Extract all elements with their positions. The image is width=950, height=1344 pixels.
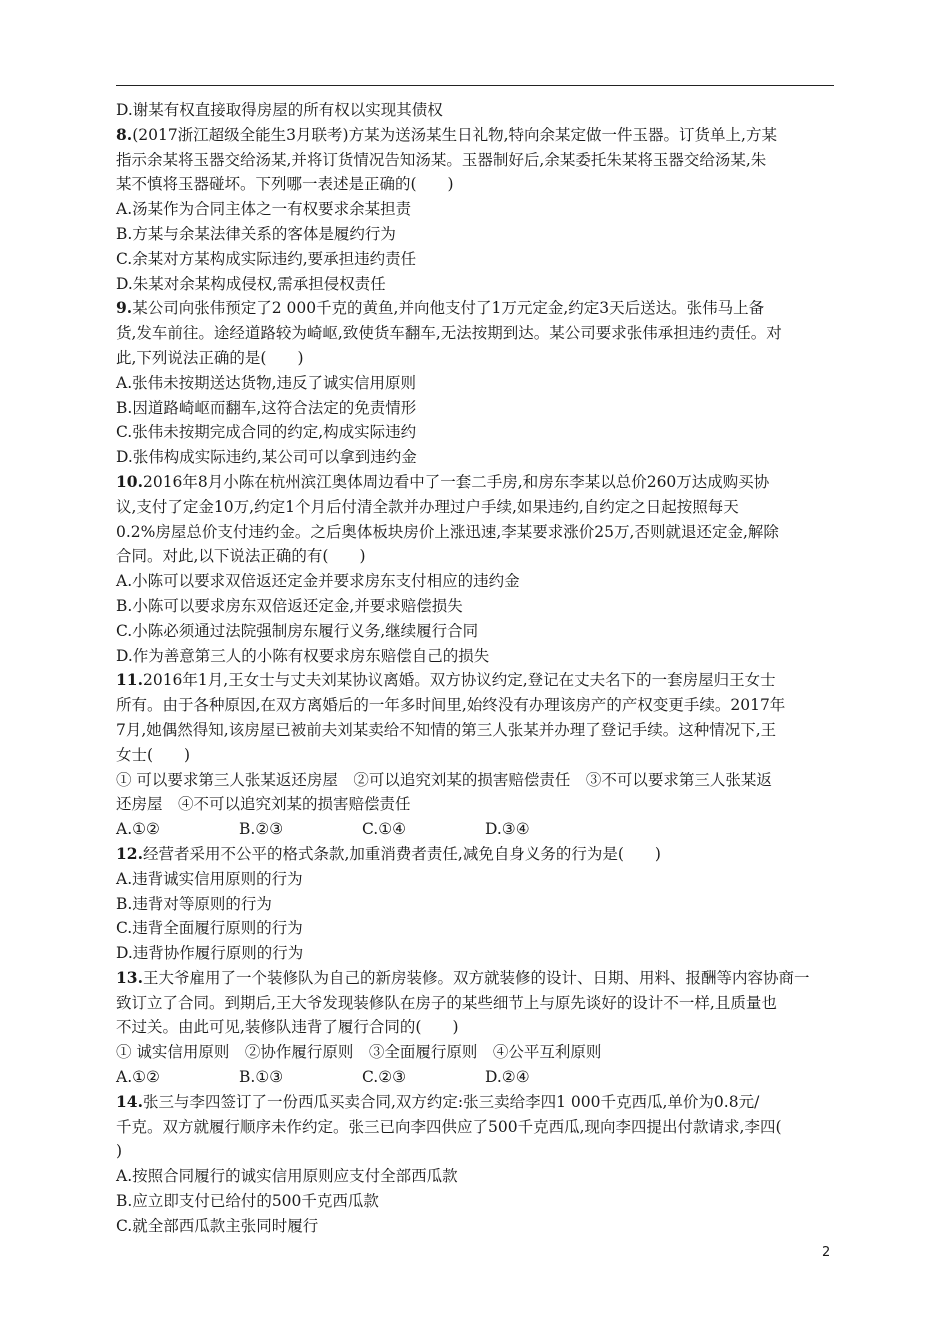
option-c: C.小陈必须通过法院强制房东履行义务,继续履行合同 xyxy=(116,621,479,640)
question-stem: 某公司向张伟预定了2 000千克的黄鱼,并向他支付了1万元定金,约定3天后送达。张伟马上备 xyxy=(132,299,765,318)
question-number: 9. xyxy=(116,298,133,318)
choice-d: D.③④ xyxy=(485,820,530,839)
option-c: C.张伟未按期完成合同的约定,构成实际违约 xyxy=(116,423,417,442)
option-a: A.按照合同履行的诚实信用原则应支付全部西瓜款 xyxy=(116,1167,458,1186)
question-stem: 货,发车前往。途经道路较为崎岖,致使货车翻车,无法按期到达。某公司要求张伟承担违约责任。对 xyxy=(116,324,782,343)
choice-c: C.①④ xyxy=(362,820,407,839)
option-b: B.方某与余某法律关系的客体是履约行为 xyxy=(116,224,396,243)
option-c: C.就全部西瓜款主张同时履行 xyxy=(116,1216,319,1235)
question-number: 12. xyxy=(116,843,143,863)
question-stem: 王大爷雇用了一个装修队为自己的新房装修。双方就装修的设计、日期、用料、报酬等内容协商一 xyxy=(142,968,810,987)
option-b: B.小陈可以要求房东双倍返还定金,并要求赔偿损失 xyxy=(116,596,463,615)
question-number: 14. xyxy=(116,1091,143,1111)
option-b: B.应立即支付已给付的500千克西瓜款 xyxy=(116,1192,379,1211)
question-11 xyxy=(116,668,834,842)
question-stem: 7月,她偶然得知,该房屋已被前夫刘某卖给不知情的第三人张某并办理了登记手续。这种情况下,王 xyxy=(116,720,777,739)
question-number: 10. xyxy=(116,471,143,491)
statement-list: ① 诚实信用原则 ②协作履行原则 ③全面履行原则 ④公平互利原则 xyxy=(116,1043,602,1062)
question-12 xyxy=(116,842,834,966)
question-10 xyxy=(116,470,834,668)
question-stem: 某不慎将玉器碰坏。下列哪一表述是正确的( ) xyxy=(116,175,454,194)
question-stem: 张三与李四签订了一份西瓜买卖合同,双方约定:张三卖给李四1 000千克西瓜,单价为0.8元/ xyxy=(142,1092,760,1111)
question-14 xyxy=(116,1090,834,1239)
option-c: C.余某对方某构成实际违约,要承担违约责任 xyxy=(116,249,417,268)
choice-b: B.①③ xyxy=(239,1068,284,1087)
question-stem: 千克。双方就履行顺序未作约定。张三已向李四供应了500千克西瓜,现向李四提出付款请求,李四( xyxy=(116,1117,782,1136)
option-d: D.违背协作履行原则的行为 xyxy=(116,944,304,963)
option-a: A.汤某作为合同主体之一有权要求余某担责 xyxy=(116,200,412,219)
question-stem: 指示余某将玉器交给汤某,并将订货情况告知汤某。玉器制好后,余某委托朱某将玉器交给汤某,朱 xyxy=(116,150,767,169)
option-c: C.违背全面履行原则的行为 xyxy=(116,919,303,938)
question-stem: 此,下列说法正确的是( ) xyxy=(116,348,304,367)
question-stem: (2017浙江超级全能生3月联考)方某为送汤某生日礼物,特向余某定做一件玉器。订货单上,方某 xyxy=(132,125,777,144)
question-stem: 所有。由于各种原因,在双方离婚后的一年多时间里,始终没有办理该房产的产权变更手续。2017年 xyxy=(116,696,786,715)
option-a: A.违背诚实信用原则的行为 xyxy=(116,869,303,888)
question-stem: 经营者采用不公平的格式条款,加重消费者责任,减免自身义务的行为是( ) xyxy=(142,844,661,863)
question-9 xyxy=(116,296,834,470)
question-stem: 议,支付了定金10万,约定1个月后付清全款并办理过户手续,如果违约,自约定之日起按照每天 xyxy=(116,497,739,516)
question-number: 8. xyxy=(116,124,133,144)
option-b: B.因道路崎岖而翻车,这符合法定的免责情形 xyxy=(116,398,417,417)
question-stem: 2016年8月小陈在杭州滨江奥体周边看中了一套二手房,和房东李某以总价260万达成购买协 xyxy=(142,472,770,491)
option-d: D.张伟构成实际违约,某公司可以拿到违约金 xyxy=(116,448,417,467)
choice-d: D.②④ xyxy=(485,1068,530,1087)
choice-row xyxy=(116,817,834,842)
question-stem: 不过关。由此可见,装修队违背了履行合同的( ) xyxy=(116,1018,459,1037)
question-stem: ) xyxy=(116,1142,123,1161)
header-rule xyxy=(116,85,834,86)
choice-c: C.②③ xyxy=(362,1068,407,1087)
question-number: 11. xyxy=(116,670,143,690)
question-13 xyxy=(116,966,834,1090)
option-d: D.作为善意第三人的小陈有权要求房东赔偿自己的损失 xyxy=(116,646,490,665)
document-body xyxy=(116,98,834,1239)
question-stem: 2016年1月,王女士与丈夫刘某协议离婚。双方协议约定,登记在丈夫名下的一套房屋归王女士 xyxy=(142,671,776,690)
option-b: B.违背对等原则的行为 xyxy=(116,894,272,913)
statement-list: 还房屋 ④不可以追究刘某的损害赔偿责任 xyxy=(116,795,411,814)
option-a: A.张伟未按期送达货物,违反了诚实信用原则 xyxy=(116,373,417,392)
question-stem: 女士( ) xyxy=(116,745,191,764)
option-a: A.小陈可以要求双倍返还定金并要求房东支付相应的违约金 xyxy=(116,572,520,591)
question-stem: 合同。对此,以下说法正确的有( ) xyxy=(116,547,366,566)
choice-a: A.①② xyxy=(116,820,160,839)
prev-option-d: D.谢某有权直接取得房屋的所有权以实现其债权 xyxy=(116,101,443,119)
question-stem: 0.2%房屋总价支付违约金。之后奥体板块房价上涨迅速,李某要求涨价25万,否则就退还定金,解除 xyxy=(116,522,779,541)
choice-b: B.②③ xyxy=(239,820,284,839)
statement-list: ① 可以要求第三人张某返还房屋 ②可以追究刘某的损害赔偿责任 ③不可以要求第三人张某返 xyxy=(116,770,772,789)
question-number: 13. xyxy=(116,967,143,987)
choice-a: A.①② xyxy=(116,1068,160,1087)
question-8 xyxy=(116,123,834,297)
choice-row xyxy=(116,1065,834,1090)
option-d: D.朱某对余某构成侵权,需承担侵权责任 xyxy=(116,274,386,293)
question-stem: 致订立了合同。到期后,王大爷发现装修队在房子的某些细节上与原先谈好的设计不一样,且质量也 xyxy=(116,993,777,1012)
page-number: 2 xyxy=(822,1245,831,1260)
